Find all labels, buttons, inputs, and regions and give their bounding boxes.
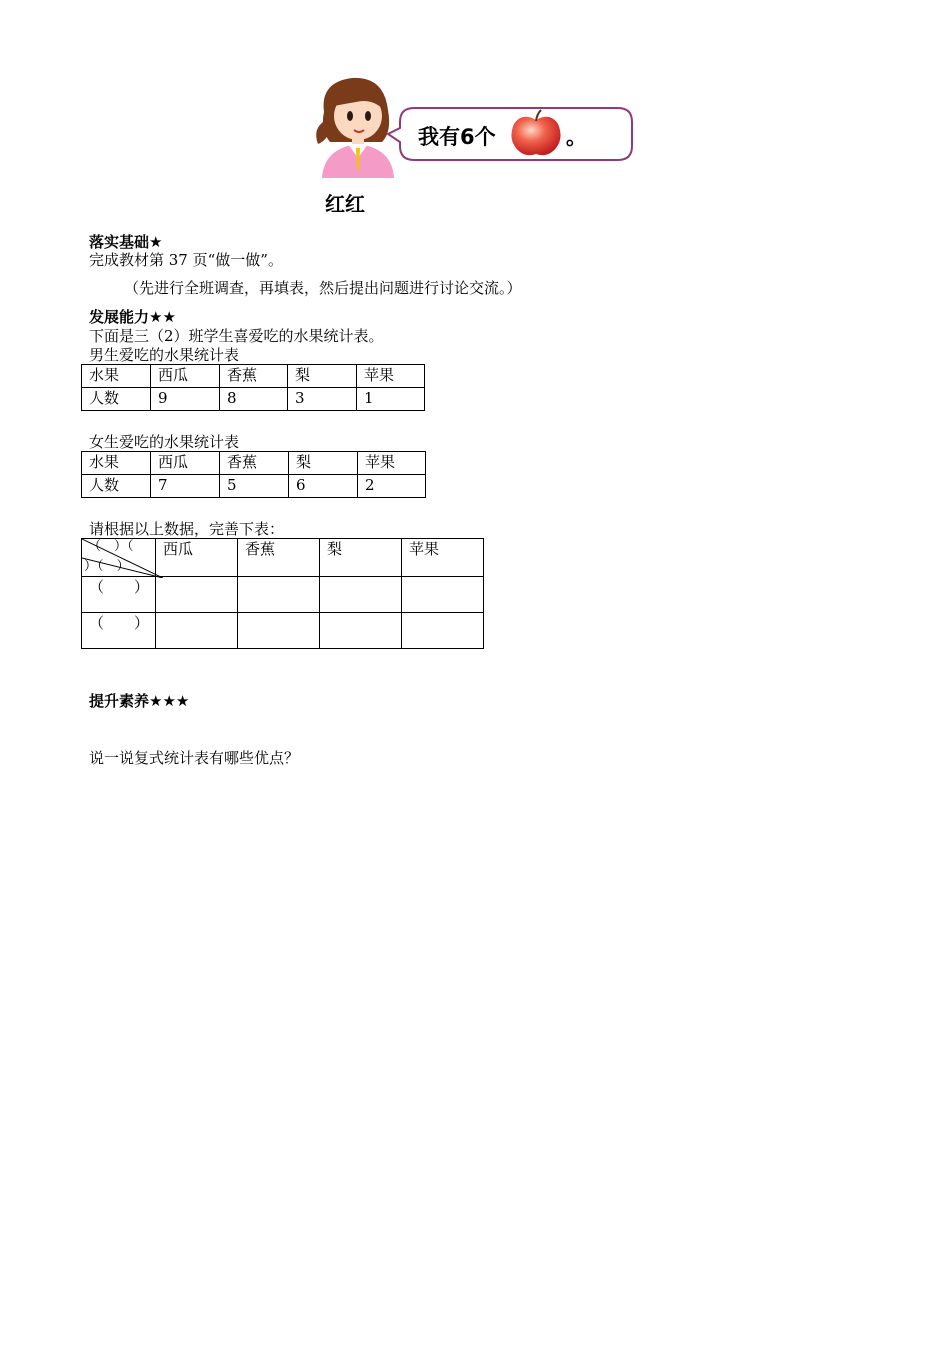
table-cell: 梨 [288,365,357,388]
table-cell [402,577,484,613]
table-cell: 7 [151,475,220,498]
apple-icon [508,108,564,160]
table-cell [402,613,484,649]
table-row [82,452,426,475]
girls-fruit-table [81,451,426,498]
table-cell: 水果 [82,365,151,388]
table-cell [156,577,238,613]
girls-table-title: 女生爱吃的水果统计表 [89,433,240,451]
character-name: 红红 [325,192,365,216]
row-label-cell: （ ） [82,577,156,613]
table-row [82,613,484,649]
table-cell: 人数 [82,475,151,498]
table-cell: 8 [220,388,288,411]
table-cell: 梨 [320,539,402,577]
task-note: （先进行全班调查，再填表，然后提出问题进行讨论交流。） [124,279,522,297]
table-row [82,475,426,498]
table-row [82,577,484,613]
table-cell: 香蕉 [238,539,320,577]
speech-text-prefix: 我有6个 [418,125,496,149]
table-cell: 2 [358,475,426,498]
table-cell: 西瓜 [151,365,220,388]
table-cell: 3 [288,388,357,411]
corner-label-top: （ ）（ [88,539,134,554]
table-cell: 西瓜 [151,452,220,475]
table-cell: 水果 [82,452,151,475]
table-cell [320,613,402,649]
table-cell: 苹果 [402,539,484,577]
speech-text-suffix: 。 [566,125,587,149]
section-heading-literacy: 提升素养★★★ [89,692,190,710]
table-cell: 人数 [82,388,151,411]
table-row [82,388,425,411]
table-cell: 苹果 [358,452,426,475]
table-cell [156,613,238,649]
row-label-cell: （ ） [82,613,156,649]
combined-fruit-table [81,538,484,649]
table-cell: 苹果 [357,365,425,388]
table-row [82,539,484,577]
section-heading-development: 发展能力★★ [89,308,176,326]
table-cell: 1 [357,388,425,411]
table-cell: 西瓜 [156,539,238,577]
table-cell: 梨 [289,452,358,475]
table-cell: 5 [220,475,289,498]
table-cell: 香蕉 [220,452,289,475]
table-cell: 6 [289,475,358,498]
table-cell [238,613,320,649]
combined-table-instruction: 请根据以上数据，完善下表： [89,520,285,538]
task-text: 完成教材第 37 页“做一做”。 [89,251,283,269]
corner-label-bottom: ）（ ） [84,559,130,574]
boys-table-title: 男生爱吃的水果统计表 [89,346,240,364]
section-heading-basics: 落实基础★ [89,233,163,251]
discussion-question: 说一说复式统计表有哪些优点？ [89,749,300,767]
table-cell [320,577,402,613]
table-row [82,365,425,388]
table-cell [238,577,320,613]
diagonal-header-cell [82,539,156,577]
table-cell: 9 [151,388,220,411]
boys-fruit-table [81,364,425,411]
section-intro: 下面是三（2）班学生喜爱吃的水果统计表。 [89,327,384,345]
table-cell: 香蕉 [220,365,288,388]
